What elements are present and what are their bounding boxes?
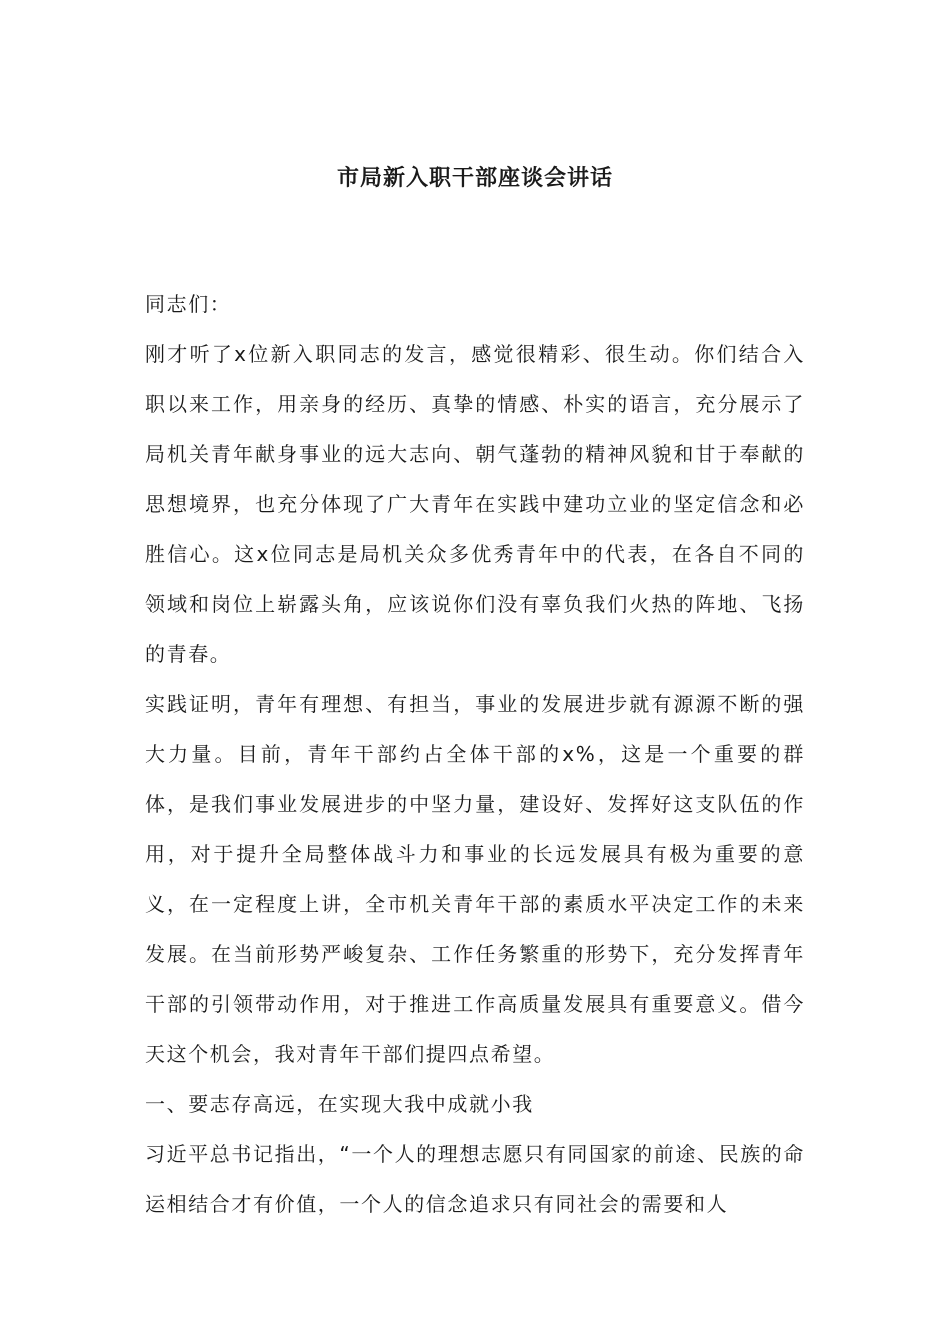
salutation: 同志们：: [145, 292, 232, 316]
section-heading-1: 一、要志存高远，在实现大我中成就小我: [145, 1092, 534, 1116]
paragraph-quote: 习近平总书记指出，“一个人的理想志愿只有同国家的前途、民族的命运相结合才有价值，一个人的信念追求只有同社会的需要和人: [145, 1142, 805, 1216]
paragraph-practice: 实践证明，青年有理想、有担当，事业的发展进步就有源源不断的强大力量。目前，青年干部约占全体干部的x%，这是一个重要的群体，是我们事业发展进步的中坚力量，建设好、发挥好这支队伍的作用，对于提升全局整体战斗力和事业的长远发展具有极为重要的意义，在一定程度上讲，全市机关青年干部的素质水平决定工作的未来发展。在当前形势严峻复杂、工作任务繁重的形势下，充分发挥青年干部的引领带动作用，对于推进工作高质量发展具有重要意义。借今天这个机会，我对青年干部们提四点希望。: [145, 692, 805, 1066]
document-body: [145, 279, 805, 1229]
document-title: 市局新入职干部座谈会讲话: [336, 165, 613, 191]
paragraph-opening: 刚才听了x位新入职同志的发言，感觉很精彩、很生动。你们结合入职以来工作，用亲身的经历、真挚的情感、朴实的语言，充分展示了局机关青年献身事业的远大志向、朝气蓬勃的精神风貌和甘于奉献的思想境界，也充分体现了广大青年在实践中建功立业的坚定信念和必胜信心。这x位同志是局机关众多优秀青年中的代表，在各自不同的领域和岗位上崭露头角，应该说你们没有辜负我们火热的阵地、飞扬的青春。: [145, 342, 805, 666]
